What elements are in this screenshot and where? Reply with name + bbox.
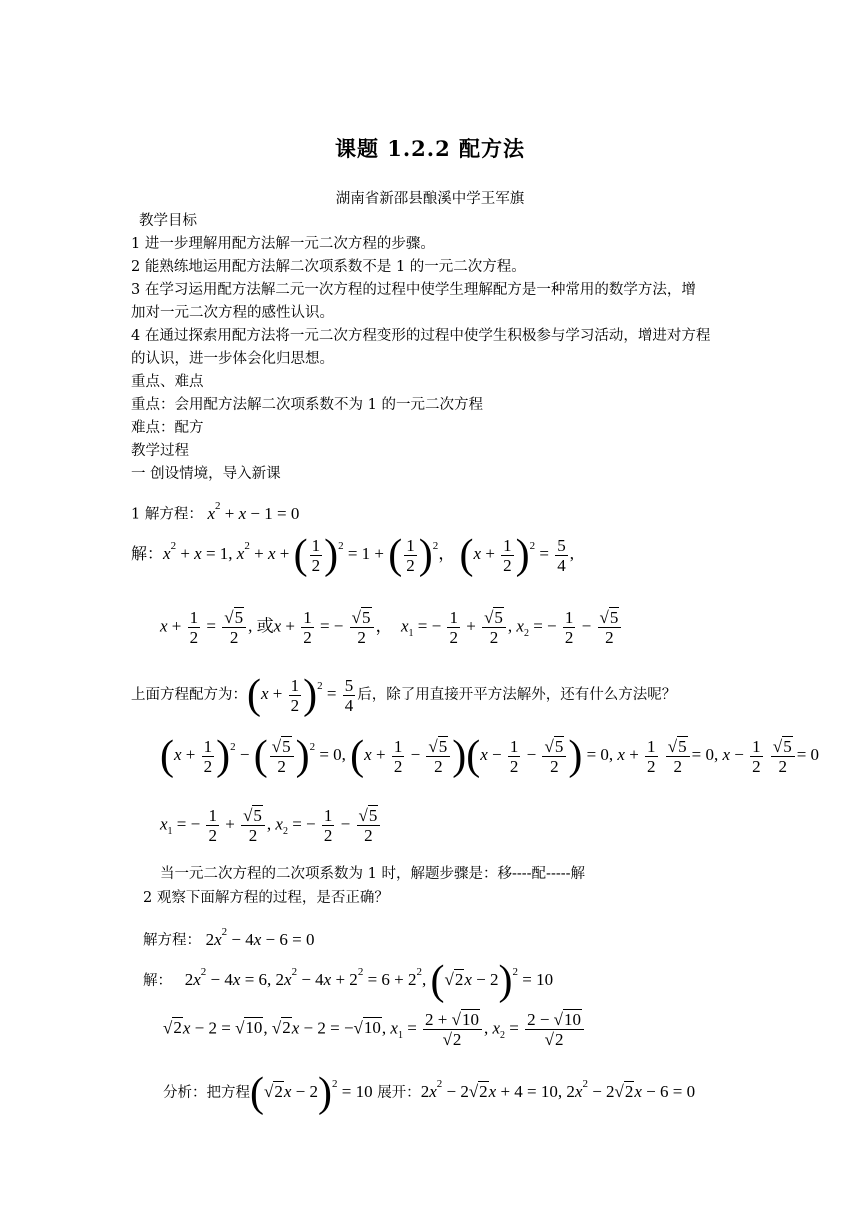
roots-line: $x_1$ = − $\frac{1}{2}$ + $\frac{√5}{2}$ , $x_2$ = − $\frac{1}{2}$ − $\frac{√5}{2}$ [160, 806, 382, 845]
example-2-prompt [143, 923, 314, 952]
analysis-label: 分析：把方程 [163, 1084, 250, 1101]
analysis-line: 分析：把方程$(√2x - 2)^2 = 10$ 展开：$2x^2 - 2√2x + 4 = 10$, $2x^2 - 2√2x - 6 = 0$ [163, 1070, 696, 1116]
analysis-expand: 展开： [377, 1084, 421, 1101]
example-1-prompt [131, 497, 299, 526]
method-note: 上面方程配方为：(x + $\frac{1}{2}$ )$^2$ = $\frac{5}{4}$ 后，除了用直接开平方法解外，还有什么方法呢？ [131, 672, 677, 718]
goal-2: 2 能熟练地运用配方法解二次项系数不是 1 的一元二次方程。 [131, 259, 526, 275]
goal-4-line-2: 的认识，进一步体会化归思想。 [131, 351, 334, 367]
key-heading: 重点、难点 [131, 374, 204, 390]
goals-heading: 教学目标 [139, 213, 197, 229]
solution-1-line-2: x + $\frac{1}{2}$ = $\frac{√5}{2}$ , 或x + $\frac{1}{2}$ = − $\frac{√5}{2}$ ， $x_1$ = − $\frac{1}{2}$ + $\frac{√5}{2}$ , $x_2$ = − $\frac{1}{2}$ − $\frac{√5}{2}$ [160, 608, 623, 647]
difficult-point: 难点：配方 [131, 420, 204, 436]
author-line: 湖南省新邵县酿溪中学王军旗 [335, 191, 525, 207]
example-1-prompt-label: 1 解方程： [131, 506, 203, 523]
method-note-after: 后，除了用直接开平方法解外，还有什么方法呢？ [357, 686, 677, 703]
summary-line: 当一元二次方程的二次项系数为 1 时，解题步骤是：移----配-----解 [160, 866, 586, 882]
example-2-prompt-label: 解方程： [143, 932, 201, 949]
goal-4-line-1: 4 在通过探索用配方法将一元二次方程变形的过程中使学生积极参与学习活动，增进对方程 [131, 328, 711, 344]
part-1-heading: 一 创设情境，导入新课 [131, 466, 281, 482]
goal-3-line-1: 3 在学习运用配方法解二元一次方程的过程中使学生理解配方是一种常用的数学方法，增 [131, 282, 696, 298]
equation-1: $x^2 + x - 1 = 0$ [207, 500, 300, 523]
process-heading: 教学过程 [131, 443, 189, 459]
solve-label-1: 解： [131, 543, 164, 563]
goal-3-line-2: 加对一元二次方程的感性认识。 [131, 305, 334, 321]
example-2-heading: 2 观察下面解方程的过程，是否正确？ [143, 890, 389, 906]
key-point: 重点：会用配方法解二次项系数不为 1 的一元二次方程 [131, 397, 483, 413]
factoring-line: (x + $\frac{1}{2}$ )$^2$ − ( $\frac{√5}{2}$ )$^2$ = 0, (x + $\frac{1}{2}$ − $\frac{√5}{2}$ )(x − $\frac{1}{2}$ − $\frac{√5}{2}$ ) = 0, x + $\frac{1}{2}$ $\frac{√5}{2}$ = 0, x − $\frac{1}{2}$ $\frac{√5}{2}$ = 0 [160, 733, 820, 779]
solve-label-2: 解： [143, 972, 172, 989]
solution-1-line-1: 解：$x^2 + x = 1$, $x^2 + x$ + ( $\frac{1}{2}$ )$^2$ = 1 + ( $\frac{1}{2}$ )$^2$， (x + $\frac{1}{2}$ )$^2$ = $\frac{5}{4}$ , [131, 532, 574, 578]
equation-2: $2x^2 - 4x - 6 = 0$ [205, 926, 315, 949]
method-note-before: 上面方程配方为： [131, 686, 247, 703]
page-title: 课题 1.2.2 配方法 [334, 136, 526, 161]
solution-2-line-1: 解： $2x^2 - 4x = 6$, $2x^2 - 4x + 2^2 = 6 + 2^2$, $(√2x - 2)^2 = 10$ [143, 958, 554, 1004]
goal-1: 1 进一步理解用配方法解一元二次方程的步骤。 [131, 236, 435, 252]
solution-2-line-2: √2x − 2 = √10, √2x − 2 = −√10, $x_1$ = $\frac{2 + √10}{√2}$ , $x_2$ = $\frac{2 - √10}{√2}$ [163, 1010, 586, 1049]
